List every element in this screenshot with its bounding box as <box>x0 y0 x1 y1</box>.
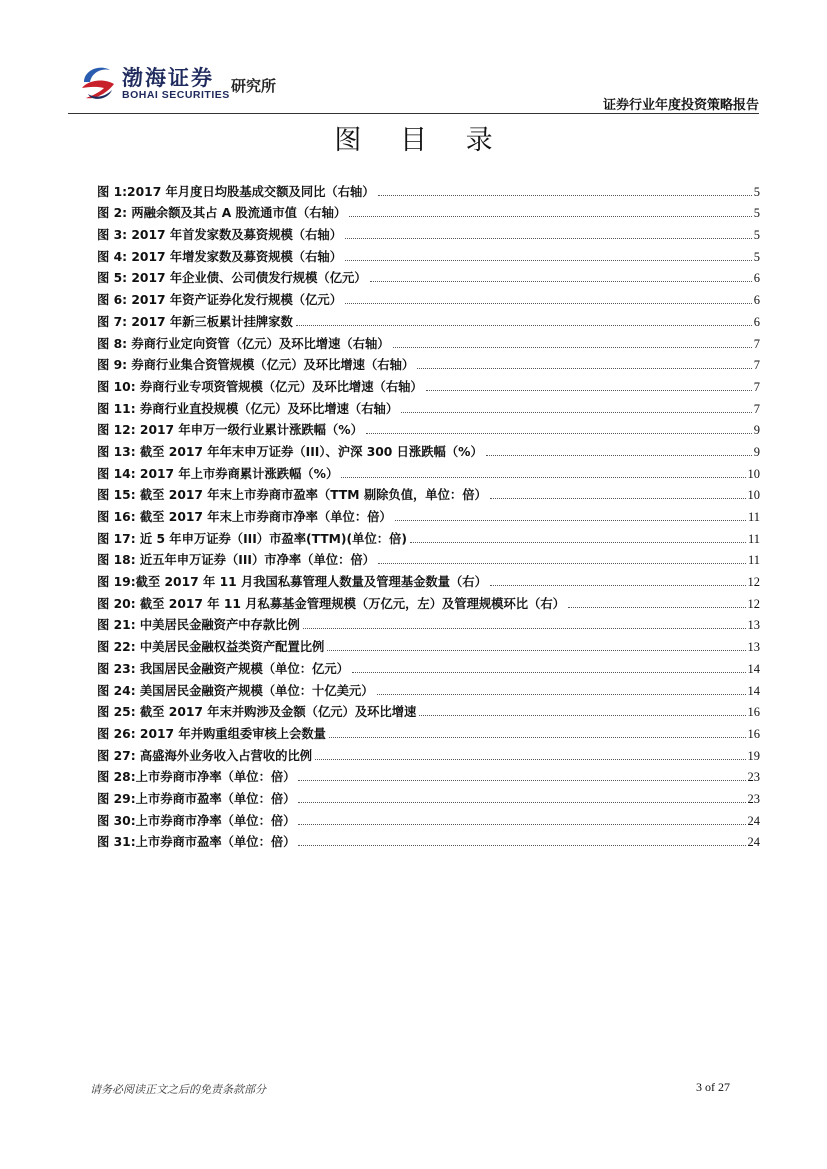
toc-entry[interactable] <box>97 178 760 200</box>
toc-entry[interactable] <box>97 547 760 569</box>
toc-entry-label[interactable]: 图 7: 2017 年新三板累计挂牌家数 <box>97 314 293 329</box>
toc-entry-label[interactable]: 图 27: 高盛海外业务收入占营收的比例 <box>97 748 313 763</box>
toc-dot-leader <box>329 737 746 738</box>
toc-entry-label[interactable]: 图 26: 2017 年并购重组委审核上会数量 <box>97 726 326 741</box>
toc-entry[interactable] <box>97 395 760 417</box>
figure-toc-list <box>97 178 760 850</box>
toc-entry-label[interactable]: 图 11: 券商行业直投规模（亿元）及环比增速（右轴） <box>97 401 399 416</box>
toc-entry-label[interactable]: 图 14: 2017 年上市券商累计涨跌幅（%） <box>97 466 339 481</box>
bohai-logo-icon <box>78 62 118 102</box>
toc-entry-page[interactable]: 16 <box>747 726 760 741</box>
toc-entry-label[interactable]: 图 4: 2017 年增发家数及募资规模（右轴） <box>97 249 342 264</box>
toc-entry[interactable] <box>97 460 760 482</box>
toc-dot-leader <box>370 281 752 282</box>
toc-entry[interactable] <box>97 438 760 460</box>
toc-entry-page[interactable]: 13 <box>747 640 760 655</box>
toc-entry-page[interactable]: 5 <box>753 249 760 264</box>
toc-dot-leader <box>395 520 746 521</box>
footer-disclaimer: 请务必阅读正文之后的免责条款部分 <box>90 1083 266 1096</box>
toc-entry-label[interactable]: 图 25: 截至 2017 年末并购涉及金额（亿元）及环比增速 <box>97 705 417 720</box>
toc-dot-leader <box>401 412 752 413</box>
toc-entry-page[interactable]: 12 <box>747 575 760 590</box>
toc-entry-page[interactable]: 16 <box>747 705 760 720</box>
toc-entry-page[interactable]: 11 <box>747 553 760 568</box>
toc-entry[interactable] <box>97 720 760 742</box>
toc-entry-page[interactable]: 13 <box>747 618 760 633</box>
toc-dot-leader <box>393 347 752 348</box>
toc-entry-label[interactable]: 图 20: 截至 2017 年 11 月私募基金管理规模（万亿元，左）及管理规模环比（右） <box>97 596 565 611</box>
toc-entry-page[interactable]: 6 <box>753 271 760 286</box>
toc-entry[interactable] <box>97 286 760 308</box>
toc-entry-label[interactable]: 图 21: 中美居民金融资产中存款比例 <box>97 618 300 633</box>
toc-entry[interactable] <box>97 742 760 764</box>
toc-entry-label[interactable]: 图 31:上市券商市盈率（单位：倍） <box>97 835 296 850</box>
institute-label: 研究所 <box>231 77 277 95</box>
toc-entry[interactable] <box>97 221 760 243</box>
toc-entry-label[interactable]: 图 1:2017 年月度日均股基成交额及同比（右轴） <box>97 184 375 199</box>
toc-dot-leader <box>298 845 745 846</box>
toc-entry-label[interactable]: 图 16: 截至 2017 年末上市券商市净率（单位：倍） <box>97 510 392 524</box>
toc-entry-label[interactable]: 图 2: 两融余额及其占 A 股流通市值（右轴） <box>97 206 347 221</box>
toc-dot-leader <box>486 455 752 456</box>
toc-entry-page[interactable]: 6 <box>753 314 760 329</box>
toc-entry-label[interactable]: 图 9: 券商行业集合资管规模（亿元）及环比增速（右轴） <box>97 358 415 373</box>
toc-entry-page[interactable]: 19 <box>747 748 760 763</box>
toc-entry-label[interactable]: 图 19:截至 2017 年 11 月我国私募管理人数量及管理基金数量（右） <box>97 575 487 590</box>
toc-entry-label[interactable]: 图 13: 截至 2017 年年末申万证券（III）、沪深 300 日涨跌幅（%） <box>97 444 483 459</box>
toc-entry[interactable] <box>97 764 760 786</box>
toc-entry-page[interactable]: 11 <box>747 531 760 546</box>
toc-dot-leader <box>419 715 745 716</box>
toc-dot-leader <box>417 368 752 369</box>
toc-dot-leader <box>366 433 752 434</box>
toc-dot-leader <box>327 650 745 651</box>
toc-entry-label[interactable]: 图 18: 近五年申万证券（III）市净率（单位：倍） <box>97 553 375 568</box>
toc-entry-page[interactable]: 14 <box>747 661 760 676</box>
page-header <box>0 0 827 120</box>
toc-entry[interactable] <box>97 265 760 287</box>
toc-entry[interactable] <box>97 612 760 634</box>
toc-entry-page[interactable]: 14 <box>747 683 760 698</box>
toc-entry[interactable] <box>97 417 760 439</box>
toc-entry-label[interactable]: 图 22: 中美居民金融权益类资产配置比例 <box>97 640 325 655</box>
logo-english-name: BOHAI SECURITIES <box>122 89 230 101</box>
toc-dot-leader <box>345 303 752 304</box>
toc-entry-page[interactable]: 5 <box>753 228 760 243</box>
toc-entry-page[interactable]: 10 <box>747 488 760 503</box>
toc-entry-page[interactable]: 7 <box>753 379 760 394</box>
toc-entry[interactable] <box>97 373 760 395</box>
toc-entry-label[interactable]: 图 6: 2017 年资产证券化发行规模（亿元） <box>97 293 342 308</box>
toc-dot-leader <box>410 542 746 543</box>
toc-entry-label[interactable]: 图 5: 2017 年企业债、公司债发行规模（亿元） <box>97 271 367 286</box>
toc-dot-leader <box>345 238 752 239</box>
toc-entry-page[interactable]: 24 <box>747 835 760 850</box>
toc-title: 图 目 录 <box>334 125 508 156</box>
toc-entry[interactable] <box>97 330 760 352</box>
toc-dot-leader <box>298 802 745 803</box>
toc-dot-leader <box>490 498 746 499</box>
toc-entry[interactable] <box>97 677 760 699</box>
toc-entry[interactable] <box>97 655 760 677</box>
toc-entry-label[interactable]: 图 28:上市券商市净率（单位：倍） <box>97 770 296 785</box>
toc-entry-page[interactable]: 9 <box>753 423 760 438</box>
toc-entry-page[interactable]: 7 <box>753 336 760 351</box>
toc-entry[interactable] <box>97 568 760 590</box>
toc-entry[interactable] <box>97 807 760 829</box>
toc-entry-label[interactable]: 图 29:上市券商市盈率（单位：倍） <box>97 791 296 806</box>
toc-entry-page[interactable]: 11 <box>747 510 760 524</box>
toc-dot-leader <box>490 585 746 586</box>
toc-entry-page[interactable]: 23 <box>747 791 760 806</box>
toc-dot-leader <box>568 607 746 608</box>
toc-entry-page[interactable]: 6 <box>753 293 760 308</box>
toc-entry[interactable] <box>97 200 760 222</box>
toc-entry-label[interactable]: 图 23: 我国居民金融资产规模（单位：亿元） <box>97 661 349 676</box>
toc-dot-leader <box>378 195 752 196</box>
toc-dot-leader <box>349 216 752 217</box>
toc-entry-label[interactable]: 图 12: 2017 年申万一级行业累计涨跌幅（%） <box>97 423 363 438</box>
toc-entry-page[interactable]: 5 <box>753 184 760 199</box>
toc-entry-page[interactable]: 23 <box>747 770 760 785</box>
toc-entry-label[interactable]: 图 8: 券商行业定向资管（亿元）及环比增速（右轴） <box>97 336 390 351</box>
toc-dot-leader <box>298 824 745 825</box>
toc-entry-label[interactable]: 图 17: 近 5 年申万证券（III）市盈率(TTM)(单位：倍) <box>97 531 407 546</box>
report-title: 证券行业年度投资策略报告 <box>602 98 759 113</box>
toc-entry[interactable] <box>97 352 760 374</box>
toc-dot-leader <box>296 325 752 326</box>
toc-entry-page[interactable]: 7 <box>753 358 760 373</box>
toc-dot-leader <box>378 563 746 564</box>
toc-entry[interactable] <box>97 503 760 525</box>
toc-entry[interactable] <box>97 590 760 612</box>
logo-chinese-name: 渤海证券 <box>122 66 214 90</box>
toc-entry-page[interactable]: 5 <box>753 206 760 221</box>
toc-entry[interactable] <box>97 243 760 265</box>
toc-entry[interactable] <box>97 525 760 547</box>
toc-entry-page[interactable]: 24 <box>747 813 760 828</box>
toc-dot-leader <box>315 759 745 760</box>
toc-entry-page[interactable]: 10 <box>747 466 760 481</box>
toc-dot-leader <box>352 672 746 673</box>
toc-entry-page[interactable]: 9 <box>753 444 760 459</box>
toc-entry[interactable] <box>97 829 760 851</box>
toc-entry[interactable] <box>97 633 760 655</box>
toc-entry[interactable] <box>97 308 760 330</box>
toc-entry-page[interactable]: 7 <box>753 401 760 416</box>
toc-entry-label[interactable]: 图 24: 美国居民金融资产规模（单位：十亿美元） <box>97 683 374 698</box>
toc-entry-page[interactable]: 12 <box>747 596 760 611</box>
toc-entry-label[interactable]: 图 3: 2017 年首发家数及募资规模（右轴） <box>97 228 342 243</box>
toc-entry[interactable] <box>97 785 760 807</box>
header-divider <box>68 113 759 114</box>
toc-dot-leader <box>298 780 745 781</box>
toc-dot-leader <box>341 477 745 478</box>
toc-dot-leader <box>377 694 746 695</box>
toc-entry-label[interactable]: 图 30:上市券商市净率（单位：倍） <box>97 813 296 828</box>
toc-dot-leader <box>345 260 752 261</box>
toc-entry[interactable] <box>97 699 760 721</box>
toc-entry[interactable] <box>97 482 760 504</box>
toc-dot-leader <box>426 390 752 391</box>
toc-entry-label[interactable]: 图 10: 券商行业专项资管规模（亿元）及环比增速（右轴） <box>97 379 423 394</box>
toc-dot-leader <box>303 628 746 629</box>
footer-page-indicator: 3 of 27 <box>696 1080 730 1094</box>
toc-entry-label[interactable]: 图 15: 截至 2017 年末上市券商市盈率（TTM 剔除负值，单位：倍） <box>97 488 487 503</box>
